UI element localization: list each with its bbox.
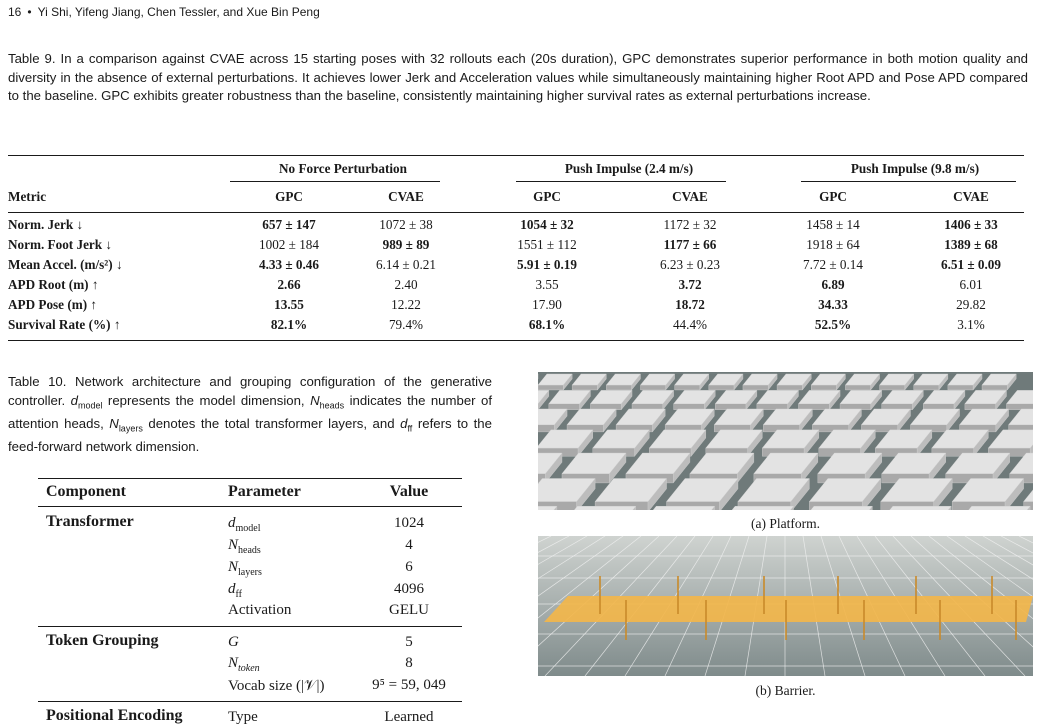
table-cell: 6.51 ± 0.09: [911, 257, 1031, 273]
table-cell: 52.5%: [773, 317, 893, 333]
table-cell: 6.01: [911, 277, 1031, 293]
param-symbol: d: [228, 515, 236, 531]
table-cell: 1177 ± 66: [630, 237, 750, 253]
table-cell: 3.55: [487, 277, 607, 293]
param-symbol: N: [228, 559, 238, 575]
header-bullet: •: [27, 5, 31, 19]
param-vocab-size: Vocab size (|𝒱|): [228, 677, 325, 695]
table9-cmidrule: [801, 181, 1016, 182]
table9-cmidrule: [230, 181, 440, 182]
table-cell: 6.14 ± 0.21: [346, 257, 466, 273]
table10-component-token-grouping: Token Grouping: [46, 632, 159, 650]
value-n-layers: 6: [368, 559, 450, 576]
table-cell: 1406 ± 33: [911, 217, 1031, 233]
param-symbol: d: [228, 581, 236, 597]
param-d-ff: [228, 581, 242, 600]
table-cell: 989 ± 89: [346, 237, 466, 253]
table-cell: 13.55: [229, 297, 349, 313]
table-cell: 44.4%: [630, 317, 750, 333]
table-cell: 5.91 ± 0.19: [487, 257, 607, 273]
table-cell: 1054 ± 32: [487, 217, 607, 233]
barrier-plane: [544, 596, 1033, 622]
table-cell: 17.90: [487, 297, 607, 313]
row-label: APD Pose (m) ↑: [8, 297, 97, 313]
table-cell: 2.40: [346, 277, 466, 293]
row-label: APD Root (m) ↑: [8, 277, 98, 293]
param-subscript: ff: [236, 589, 242, 600]
table-cell: 6.23 ± 0.23: [630, 257, 750, 273]
param-subscript: model: [236, 523, 261, 534]
param-symbol: G: [228, 634, 239, 650]
table10-component-transformer: Transformer: [46, 513, 134, 531]
value-n-token: 8: [368, 655, 450, 672]
table9-subheader-gpc: GPC: [487, 189, 607, 205]
table-cell: 1458 ± 14: [773, 217, 893, 233]
table9-subheader-gpc: GPC: [773, 189, 893, 205]
param-type: Type: [228, 709, 258, 726]
param-subscript: layers: [238, 567, 262, 578]
platform-tile: [538, 506, 557, 510]
table9-mid-rule: [8, 212, 1024, 213]
table-cell: 3.1%: [911, 317, 1031, 333]
row-label: Mean Accel. (m/s²) ↓: [8, 257, 123, 273]
table9-cmidrule: [516, 181, 726, 182]
value-n-heads: 4: [368, 537, 450, 554]
table10-section-rule: [38, 701, 462, 702]
value-vocab-size: 9⁵ = 59, 049: [368, 677, 450, 694]
row-label: Survival Rate (%) ↑: [8, 317, 120, 333]
table-cell: 79.4%: [346, 317, 466, 333]
table-cell: 1551 ± 112: [487, 237, 607, 253]
table9-top-rule: [8, 155, 1024, 156]
caption-symbol: d: [71, 393, 78, 408]
table9-subheader-gpc: GPC: [229, 189, 349, 205]
param-g: [228, 634, 239, 651]
table-cell: 2.66: [229, 277, 349, 293]
caption-subscript: heads: [320, 400, 345, 410]
value-d-model: 1024: [368, 515, 450, 532]
caption-symbol: N: [310, 393, 320, 408]
param-n-token: [228, 655, 260, 674]
table9-group-push-24: Push Impulse (2.4 m/s): [514, 161, 744, 177]
caption-symbol: N: [109, 416, 119, 431]
caption-subscript: ff: [407, 423, 412, 433]
platform-render: [538, 372, 1033, 510]
table-row: [8, 257, 1024, 277]
value-d-ff: 4096: [368, 581, 450, 598]
param-activation: Activation: [228, 602, 291, 619]
table-row: [8, 237, 1024, 257]
table10-header-component: Component: [46, 483, 126, 501]
table-cell: 18.72: [630, 297, 750, 313]
param-n-layers: [228, 559, 262, 578]
caption-text: indicates the number of attention heads,: [8, 393, 492, 431]
value-activation: GELU: [368, 602, 450, 619]
caption-subscript: layers: [119, 423, 143, 433]
table10-header-rule: [38, 506, 462, 507]
table9-subheader-cvae: CVAE: [911, 189, 1031, 205]
table9-caption: Table 9. In a comparison against CVAE across 15 starting poses with 32 rollouts each (20s duration), GPC demonstrates superior performance in both motion quality and diversity in the absence of external perturbations. It achieves lower Jerk and Acceleration values while simultaneously maintaining higher Root APD and Pose APD compared to the baseline. GPC exhibits greater robustness than the baseline, consistently maintaining higher survival rates as external perturbations increase.: [8, 50, 1028, 106]
param-symbol: N: [228, 537, 238, 553]
figure-barrier: [538, 536, 1033, 676]
table-cell: 1389 ± 68: [911, 237, 1031, 253]
table9-group-push-98: Push Impulse (9.8 m/s): [800, 161, 1030, 177]
table-cell: 1172 ± 32: [630, 217, 750, 233]
table-cell: 29.82: [911, 297, 1031, 313]
table-cell: 82.1%: [229, 317, 349, 333]
table-cell: 4.33 ± 0.46: [229, 257, 349, 273]
caption-text: represents the model dimension,: [102, 393, 310, 408]
table-cell: 68.1%: [487, 317, 607, 333]
table10-caption: [8, 373, 492, 456]
table9-bottom-rule: [8, 340, 1024, 341]
value-type: Learned: [368, 709, 450, 726]
figure-barrier-caption: (b) Barrier.: [538, 683, 1033, 699]
table-cell: 7.72 ± 0.14: [773, 257, 893, 273]
param-d-model: [228, 515, 261, 534]
table10-header-value: Value: [368, 483, 450, 501]
table-row: [8, 217, 1024, 237]
table9-metric-header: Metric: [8, 189, 46, 205]
table-cell: 1002 ± 184: [229, 237, 349, 253]
table-row: [8, 317, 1024, 337]
table-cell: 6.89: [773, 277, 893, 293]
table-row: [8, 297, 1024, 317]
param-subscript: token: [238, 663, 260, 674]
table9-group-no-force: No Force Perturbation: [228, 161, 458, 177]
table-cell: 1072 ± 38: [346, 217, 466, 233]
param-subscript: heads: [238, 545, 261, 556]
table-cell: 34.33: [773, 297, 893, 313]
value-g: 5: [368, 634, 450, 651]
table-cell: 12.22: [346, 297, 466, 313]
param-symbol: N: [228, 655, 238, 671]
table9-subheader-cvae: CVAE: [346, 189, 466, 205]
running-header: [8, 5, 320, 19]
figure-platform: [538, 372, 1033, 510]
param-n-heads: [228, 537, 261, 556]
table-cell: 3.72: [630, 277, 750, 293]
table10-top-rule: [38, 478, 462, 479]
table9-subheader-cvae: CVAE: [630, 189, 750, 205]
header-authors: Yi Shi, Yifeng Jiang, Chen Tessler, and Xue Bin Peng: [38, 5, 320, 19]
row-label: Norm. Jerk ↓: [8, 217, 83, 233]
table-row: [8, 277, 1024, 297]
table-cell: 657 ± 147: [229, 217, 349, 233]
table10-header-parameter: Parameter: [228, 483, 301, 501]
table-cell: 1918 ± 64: [773, 237, 893, 253]
figure-platform-caption: (a) Platform.: [538, 516, 1033, 532]
table10-section-rule: [38, 626, 462, 627]
caption-text: Table 10. Network architecture and grouping configuration of the generative controller.: [8, 374, 492, 408]
page-number: 16: [8, 5, 21, 19]
barrier-render: [538, 536, 1033, 676]
table10-component-positional-encoding: Positional Encoding: [46, 707, 182, 725]
caption-text: refers to the feed-forward network dimension.: [8, 416, 492, 454]
caption-subscript: model: [78, 400, 103, 410]
caption-symbol: d: [400, 416, 407, 431]
row-label: Norm. Foot Jerk ↓: [8, 237, 112, 253]
caption-text: denotes the total transformer layers, and: [143, 416, 400, 431]
